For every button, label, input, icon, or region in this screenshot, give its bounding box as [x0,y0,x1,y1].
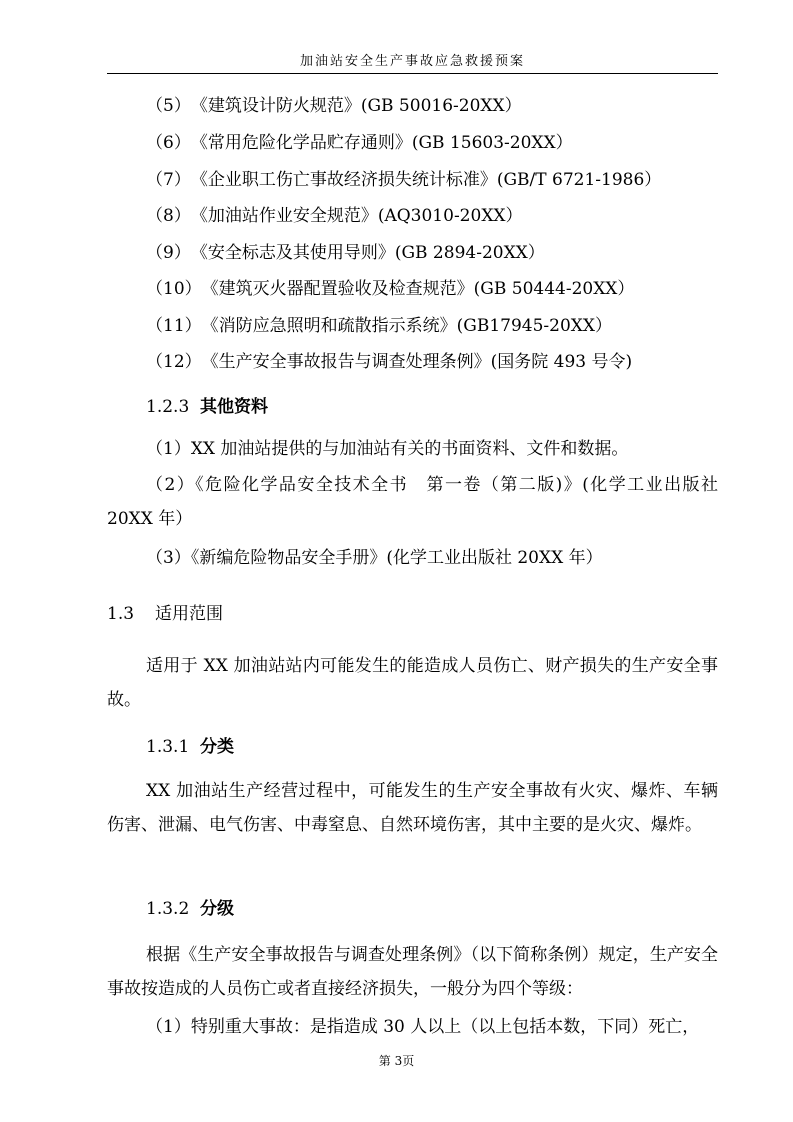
page-header: 加油站安全生产事故应急救援预案 [107,50,718,74]
reference-item: （9）《安全标志及其使用导则》(GB 2894-20XX） [146,243,545,263]
reference-item: （7）《企业职工伤亡事故经济损失统计标准》(GB/T 6721-1986） [146,170,662,190]
section-heading: 1.3.1 分类 [146,737,234,757]
section-heading: 1.3.2 分级 [146,899,234,919]
reference-item: （12）《生产安全事故报告与调查处理条例》(国务院 493 号令) [146,352,633,372]
reference-item: （10）《建筑灭火器配置验收及检查规范》(GB 50444-20XX） [146,279,635,299]
reference-item: （5）《建筑设计防火规范》(GB 50016-20XX） [146,96,522,116]
reference-item: （8）《加油站作业安全规范》(AQ3010-20XX） [146,206,523,226]
grading-item: （1）特别重大事故：是指造成 30 人以上（以上包括本数，下同）死亡， [146,1017,700,1037]
other-item: （1）XX 加油站提供的与加油站有关的书面资料、文件和数据。 [146,439,629,459]
reference-item: （11）《消防应急照明和疏散指示系统》(GB17945-20XX） [146,316,613,336]
classification-paragraph: XX 加油站生产经营过程中，可能发生的生产安全事故有火灾、爆炸、车辆伤害、泄漏、电气伤害、中毒窒息、自然环境伤害，其中主要的是火灾、爆炸。 [107,781,718,835]
scope-paragraph: 适用于 XX 加油站站内可能发生的能造成人员伤亡、财产损失的生产安全事故。 [107,656,718,710]
section-heading: 1.3 适用范围 [107,604,223,624]
section-heading: 1.2.3 其他资料 [146,397,268,417]
reference-item: （6）《常用危险化学品贮存通则》(GB 15603-20XX） [146,133,573,153]
page-number: 第 3页 [378,1054,415,1068]
grading-paragraph: 根据《生产安全事故报告与调查处理条例》（以下简称条例）规定，生产安全事故按造成的人员伤亡或者直接经济损失，一般分为四个等级： [107,945,718,999]
other-item: （2）《危险化学品安全技术全书 第一卷（第二版)》(化学工业出版社 20XX 年） [107,475,718,529]
other-item: （3）《新编危险物品安全手册》(化学工业出版社 20XX 年） [146,548,603,568]
